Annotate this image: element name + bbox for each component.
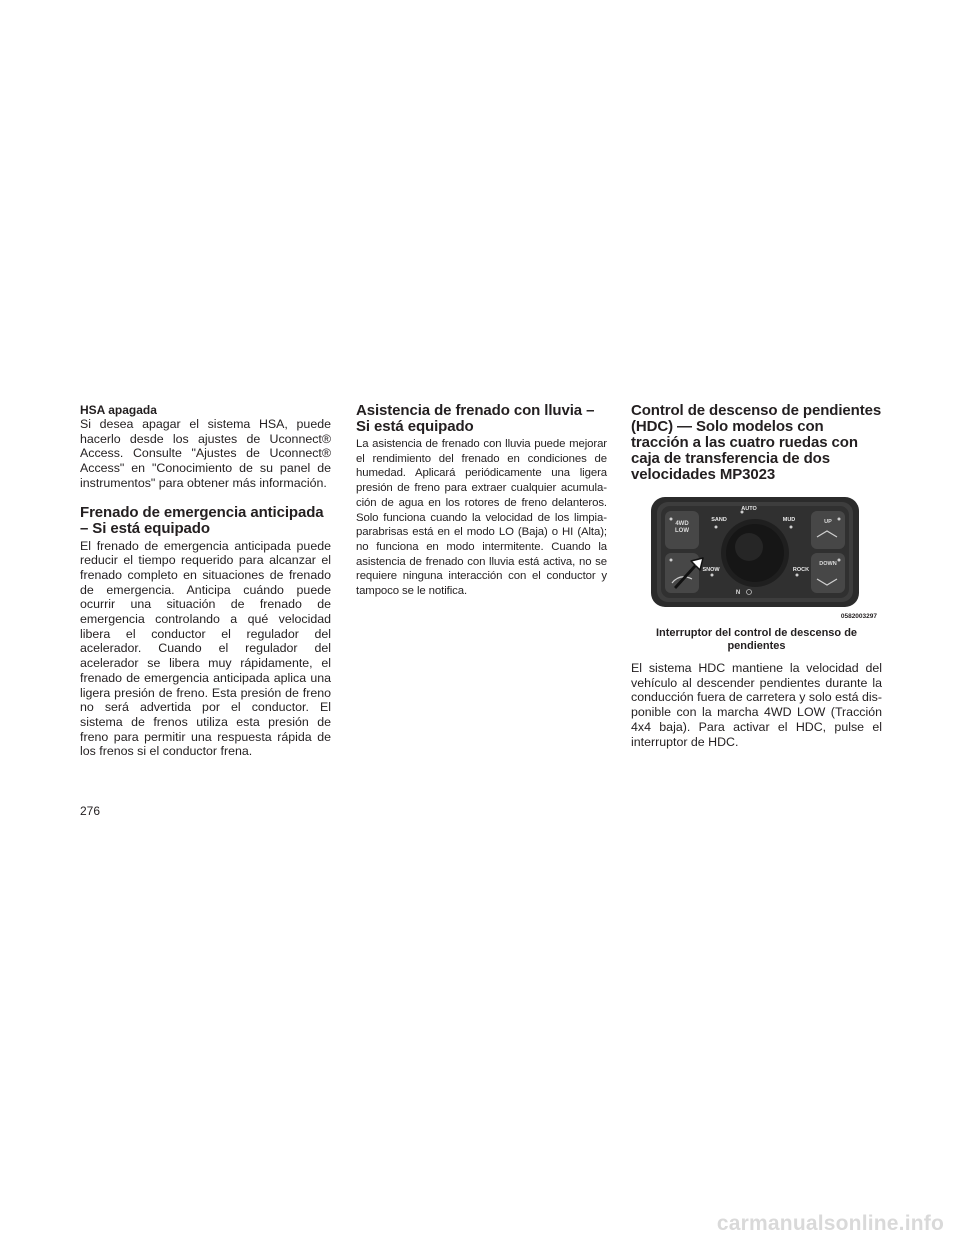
- label-rock: ROCK: [792, 567, 810, 573]
- label-down: DOWN: [819, 561, 837, 567]
- up-button: [811, 511, 845, 549]
- heading-anticipatory-braking: Frenado de emergencia anticipada – Si está equipado: [80, 503, 324, 537]
- paragraph-hsa-off: Si desea apagar el sistema HSA, puede hacerlo desde los ajustes de Uconnect® Access. Consulte "Ajustes de Uconnect® Access" en "Conocimiento de su panel de instrumentos" para obtener más información.: [80, 417, 331, 490]
- label-auto: AUTO: [741, 506, 757, 512]
- label-snow: SNOW: [702, 567, 720, 573]
- column-left: [80, 403, 331, 759]
- heading-hill-descent-control: Control de descenso de pendientes (HDC) — Solo modelos con tracción a las cuatro ruedas con caja de transferencia de dos velocidades MP3023: [631, 402, 882, 483]
- column-middle: [356, 403, 607, 599]
- label-up: UP: [824, 519, 832, 525]
- hdc-switch-figure: [631, 495, 882, 621]
- figure-caption: Interruptor del control de descenso de pendientes: [655, 627, 858, 652]
- paragraph-rain-brake-support: La asistencia de frenado con lluvia puede mejorar el rendimiento del frenado en condiciones de humedad. Aplicará periódicamente una ligera presión de freno para extraer cualquier acumulación de agua en los rotores de freno delanteros. Solo funciona cuando la velocidad de los limpiaparabrisas está en el modo LO (Baja) o HI (Alta); no funciona en modo intermitente. Cuando la asistencia de frenado con lluvia está activa, no se requiere ninguna interacción con el conductor y tampoco se le notifica.: [356, 438, 607, 598]
- watermark: carmanualsonline.info: [716, 1212, 944, 1235]
- figure-code: 0582003297: [840, 613, 877, 620]
- label-mud: MUD: [782, 517, 796, 523]
- label-sand: SAND: [711, 517, 727, 523]
- label-4wd: 4WD: [675, 521, 689, 527]
- hdc-switch-illustration: [631, 495, 882, 621]
- paragraph-anticipatory-braking: El frenado de emergencia anticipada puede reducir el tiempo requerido para alcanzar el frenado completo en situaciones de frenado de emergencia. Anticipa cuándo puede ocurrir una situación de frenado de emergencia controlando a qué velocidad libera el conductor el regulador del acelerador. Cuando el regulador del acelerador se libera muy rápidamente, el frenado de emergencia anticipada aplica una ligera presión de freno. Esta presión de freno no será advertida por el conductor. El sistema de frenos utiliza esta presión de freno para permitir una respuesta rápida de los frenos si el conductor frena.: [80, 538, 331, 759]
- label-neutral: N: [735, 590, 741, 596]
- heading-rain-brake-support: Asistencia de frenado con lluvia – Si está equipado: [356, 402, 595, 435]
- page-number: 276: [80, 804, 101, 818]
- subheading-hsa-off: HSA apagada: [80, 403, 157, 417]
- column-right: [631, 403, 882, 749]
- paragraph-hill-descent-control: El sistema HDC mantiene la velocidad del vehículo al descender pendientes durante la conducción fuera de carretera y solo está disponible con la marcha 4WD LOW (Tracción 4x4 baja). Para activar el HDC, pulse el interruptor de HDC.: [631, 661, 882, 749]
- label-low: LOW: [675, 528, 689, 534]
